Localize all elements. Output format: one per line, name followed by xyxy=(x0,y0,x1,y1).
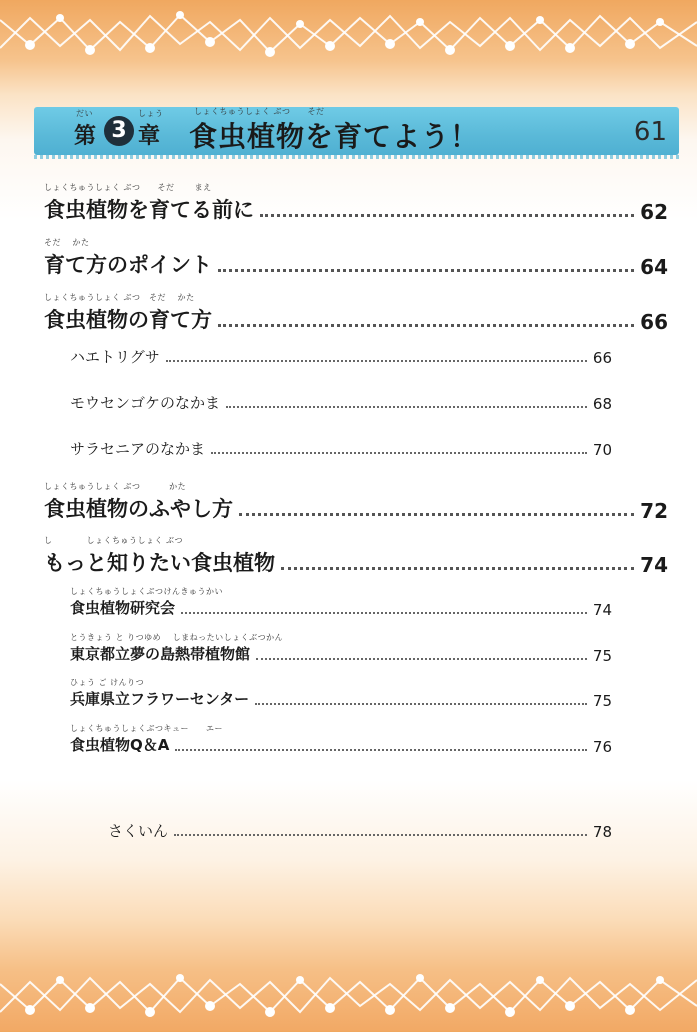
entry-page: 70 xyxy=(592,441,612,459)
entry-title: 育て方のポイント xyxy=(44,253,212,277)
toc-entry[interactable] xyxy=(44,237,668,279)
toc-entry[interactable] xyxy=(44,182,668,224)
chapter-dai: 第 xyxy=(74,124,97,149)
entry-page: 75 xyxy=(592,692,612,710)
chapter-title: 食虫植物を育てよう！ xyxy=(189,120,480,153)
dot-leader xyxy=(218,269,634,272)
entry-page: 78 xyxy=(592,823,612,841)
entry-page: 75 xyxy=(592,647,612,665)
toc-entry[interactable] xyxy=(70,586,612,619)
dot-leader xyxy=(218,324,634,327)
dot-leader xyxy=(181,612,587,614)
entry-ruby: そだ かた xyxy=(44,238,90,247)
entry-title: 食虫植物研究会 xyxy=(70,599,176,617)
chapter-sho: 章 xyxy=(138,124,161,149)
chapter-sho-ruby: しょう xyxy=(138,109,164,118)
entry-title: 食虫植物を育てる前に xyxy=(44,198,254,222)
dot-leader xyxy=(174,834,587,836)
entry-title: 食虫植物Q＆A xyxy=(70,736,170,754)
top-decorative-band xyxy=(0,0,697,70)
entry-title: サラセニアのなかま xyxy=(70,440,206,458)
entry-title: 食虫植物の育て方 xyxy=(44,308,212,332)
chapter-page: 61 xyxy=(633,117,667,147)
chapter-title-ruby: しょくちゅうしょく ぶつ そだ xyxy=(194,107,325,116)
toc-entry[interactable] xyxy=(70,438,612,459)
chapter-number: 3 xyxy=(104,116,134,146)
entry-title: 兵庫県立フラワーセンター xyxy=(70,690,250,708)
toc-entry[interactable] xyxy=(44,481,668,523)
dot-leader xyxy=(256,658,587,660)
toc-entry-index[interactable] xyxy=(108,820,612,841)
dot-leader xyxy=(166,360,587,362)
toc-entry[interactable] xyxy=(44,292,668,334)
entry-page: 66 xyxy=(592,349,612,367)
entry-page: 72 xyxy=(640,499,668,523)
dot-leader xyxy=(226,406,587,408)
dot-leader xyxy=(175,749,587,751)
dot-leader xyxy=(211,452,587,454)
chapter-header xyxy=(34,107,679,155)
entry-title: 東京都立夢の島熱帯植物館 xyxy=(70,645,251,663)
entry-page: 74 xyxy=(640,553,668,577)
chapter-dai-ruby: だい xyxy=(76,109,93,118)
entry-page: 66 xyxy=(640,310,668,334)
entry-ruby: しょくちゅうしょく ぶつ そだ かた xyxy=(44,293,195,302)
entry-title: もっと知りたい食虫植物 xyxy=(44,551,275,575)
entry-title: さくいん xyxy=(108,822,169,840)
entry-ruby: しょくちゅうしょくぶつけんきゅうかい xyxy=(70,587,223,596)
entry-page: 74 xyxy=(592,601,612,619)
entry-title: モウセンゴケのなかま xyxy=(70,394,221,412)
toc-entry[interactable] xyxy=(70,677,612,710)
toc-entry[interactable] xyxy=(70,346,612,367)
dot-leader xyxy=(239,513,634,516)
entry-page: 68 xyxy=(592,395,612,413)
entry-ruby: しょくちゅうしょく ぶつ そだ まえ xyxy=(44,183,212,192)
dot-leader xyxy=(281,567,634,570)
entry-title: ハエトリグサ xyxy=(70,348,160,366)
entry-page: 64 xyxy=(640,255,668,279)
entry-page: 76 xyxy=(592,738,612,756)
entry-title: 食虫植物のふやし方 xyxy=(44,497,233,521)
entry-ruby: とうきょう と りつゆめ しまねったいしょくぶつかん xyxy=(70,633,284,642)
dot-leader xyxy=(260,214,634,217)
bottom-decorative-band xyxy=(0,962,697,1032)
entry-page: 62 xyxy=(640,200,668,224)
entry-ruby: し しょくちゅうしょく ぶつ xyxy=(44,536,184,545)
toc-entry[interactable] xyxy=(44,535,668,577)
toc-entry[interactable] xyxy=(70,392,612,413)
entry-ruby: しょくちゅうしょくぶつキュー エー xyxy=(70,724,223,733)
entry-ruby: ひょう ご けんりつ xyxy=(70,678,145,687)
dot-leader xyxy=(255,703,587,705)
toc-entry[interactable] xyxy=(70,723,612,756)
entry-ruby: しょくちゅうしょく ぶつ かた xyxy=(44,482,187,491)
toc-entry[interactable] xyxy=(70,632,612,665)
